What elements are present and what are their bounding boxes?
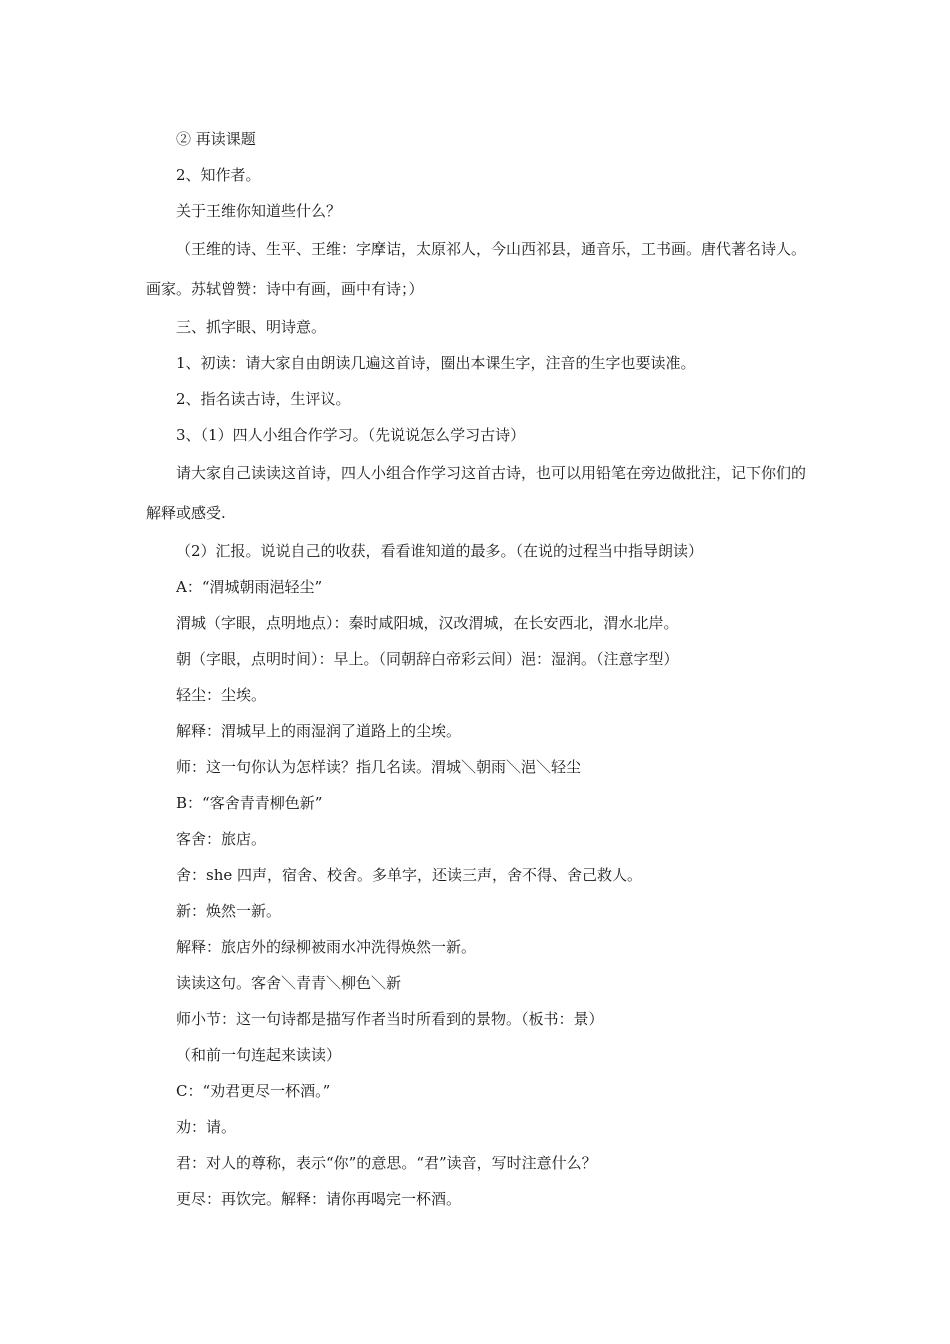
paragraph: 客舍：旅店。 xyxy=(176,830,267,848)
paragraph: 渭城（字眼，点明地点）：秦时咸阳城，汉改渭城，在长安西北，渭水北岸。 xyxy=(176,614,679,632)
paragraph: C：“劝君更尽一杯酒。” xyxy=(176,1082,331,1100)
paragraph: （王维的诗、生平、王维：字摩诘，太原祁人，今山西祁县，通音乐，工书画。唐代著名诗人。画家。苏轼曾赞：诗中有画，画中有诗；） xyxy=(146,240,807,298)
paragraph: 君：对人的尊称，表示“你”的意思。“君”读音，写时注意什么？ xyxy=(176,1154,597,1172)
paragraph: 2、知作者。 xyxy=(176,166,261,184)
paragraph: B：“客舍青青柳色新” xyxy=(176,794,323,812)
paragraph: 劝：请。 xyxy=(176,1118,237,1136)
paragraph: 2、指名读古诗，生评议。 xyxy=(176,390,351,408)
paragraph: 读读这句。客舍＼青青＼柳色＼新 xyxy=(176,974,402,992)
paragraph: ② 再读课题 xyxy=(176,130,256,148)
paragraph: （2）汇报。说说自己的收获，看看谁知道的最多。（在说的过程当中指导朗读） xyxy=(176,542,704,560)
paragraph: 解释：渭城早上的雨湿润了道路上的尘埃。 xyxy=(176,722,462,740)
paragraph: （和前一句连起来读读） xyxy=(176,1046,342,1064)
paragraph: 新：焕然一新。 xyxy=(176,902,282,920)
paragraph: 3、（1）四人小组合作学习。（先说说怎么学习古诗） xyxy=(176,426,526,444)
paragraph: 请大家自己读读这首诗，四人小组合作学习这首古诗，也可以用铅笔在旁边做批注，记下你们的解释或感受. xyxy=(146,464,807,522)
paragraph: 师小节：这一句诗都是描写作者当时所看到的景物。（板书：景） xyxy=(176,1010,604,1028)
document-body xyxy=(146,121,806,1217)
paragraph: A：“渭城朝雨浥轻尘” xyxy=(176,578,323,596)
paragraph: 三、抓字眼、明诗意。 xyxy=(176,318,327,336)
paragraph: 轻尘：尘埃。 xyxy=(176,686,267,704)
paragraph: 解释：旅店外的绿柳被雨水冲洗得焕然一新。 xyxy=(176,938,477,956)
paragraph: 更尽：再饮完。解释：请你再喝完一杯酒。 xyxy=(176,1190,462,1208)
paragraph: 舍：she 四声，宿舍、校舍。多单字，还读三声，舍不得、舍己救人。 xyxy=(176,866,643,884)
paragraph: 关于王维你知道些什么？ xyxy=(176,202,342,220)
paragraph: 师：这一句你认为怎样读？指几名读。渭城＼朝雨＼浥＼轻尘 xyxy=(176,758,582,776)
paragraph: 1、初读：请大家自由朗读几遍这首诗，圈出本课生字，注音的生字也要读准。 xyxy=(176,354,696,372)
paragraph: 朝（字眼，点明时间）：早上。（同朝辞白帝彩云间）浥：湿润。（注意字型） xyxy=(176,650,679,668)
